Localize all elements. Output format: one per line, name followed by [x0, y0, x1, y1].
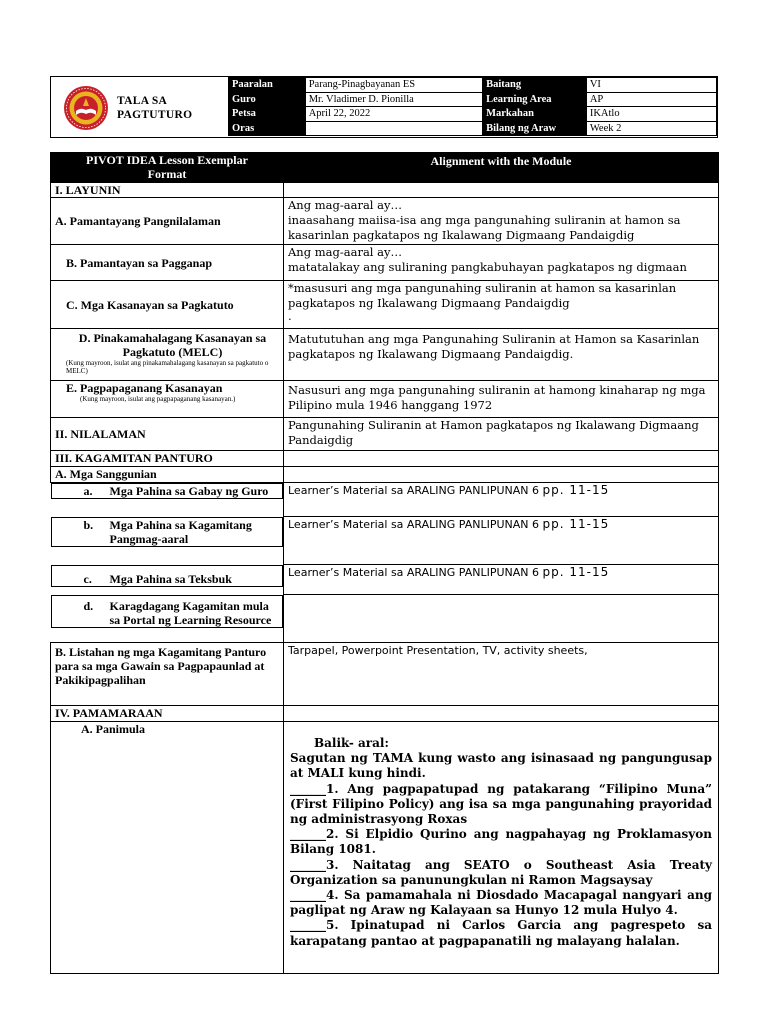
table-row — [51, 595, 719, 643]
section-pamamaraan: IV. PAMAMARAAN — [51, 706, 284, 722]
row-label-d: D. Pinakamahalagang Kasanayan sa Pagkatuto (MELC) (Kung mayroon, isulat ang pinakamahalagang kasanayan sa pagkatuto o MELC) — [51, 329, 284, 381]
row-content-d: Matututuhan ang mga Pangunahing Suliranin at Hamon sa Kasarinlan pagkatapos ng Ikalawang Digmaang Pandaigdig. — [284, 329, 719, 381]
section-kagamitan: III. KAGAMITAN PANTURO — [51, 451, 284, 467]
row-label-c: C. Mga Kasanayan sa Pagkatuto — [51, 281, 284, 329]
table-row — [51, 706, 719, 722]
info-value: Week 2 — [586, 121, 716, 136]
header-alignment: Alignment with the Module — [284, 153, 719, 183]
empty-cell — [284, 595, 719, 643]
table-row — [51, 281, 719, 329]
info-value: April 22, 2022 — [305, 107, 482, 122]
row-label-portal: d. Karagdagang Kagamitan mula sa Portal ng Learning Resource — [51, 595, 284, 628]
section-nilalaman: II. NILALAMAN — [51, 418, 284, 451]
table-header-row — [51, 153, 719, 183]
table-row — [51, 451, 719, 467]
info-row — [229, 78, 717, 93]
section-sanggunian: A. Mga Sanggunian — [51, 467, 284, 483]
quiz-item: ______3. Naitatag ang SEATO o Southeast Asia Treaty Organization sa panunungkulan ni Ramon Magsaysay — [290, 857, 712, 887]
empty-cell — [284, 706, 719, 722]
row-content-a: Ang mag-aaral ay… inaasahang maiisa-isa ang mga pangunahing suliranin at hamon sa kasarinlan pagkatapos ng Ikalawang Digmaang Pandaigdig — [284, 198, 719, 245]
info-value: AP — [586, 92, 716, 107]
info-key: Oras — [229, 121, 306, 136]
info-value: IKAtlo — [586, 107, 716, 122]
row-label-kagamitang: b. Mga Pahina sa Kagamitang Pangmag-aaral — [51, 517, 284, 547]
quiz-item: ______1. Ang pagpapatupad ng patakarang “Filipino Muna” (First Filipino Policy) ang isa sa mga pangunahing prayoridad ng administrasyong Roxas — [290, 781, 712, 827]
quiz-item: ______5. Ipinatupad ni Carlos Garcia ang pagrespeto sa karapatang pantao at pagpapanatili ng malayang halalan. — [290, 918, 712, 948]
table-row — [51, 245, 719, 281]
row-content-c: *masusuri ang mga pangunahing suliranin at hamon sa kasarinlan pagkatapos ng Ikalawang Digmaang Pandaigdig . — [284, 281, 719, 329]
quiz-item: ______2. Si Elpidio Qurino ang nagpahayag ng Proklamasyon Bilang 1081. — [290, 827, 712, 857]
section-layunin: I. LAYUNIN — [51, 183, 284, 198]
info-row — [229, 92, 717, 107]
table-row — [51, 722, 719, 974]
row-content-gabay: Learner’s Material sa ARALING PANLIPUNAN 6 pp. 11-15 — [284, 483, 719, 517]
table-row — [51, 183, 719, 198]
header-format: PIVOT IDEA Lesson Exemplar Format — [51, 153, 284, 183]
row-content-b: Ang mag-aaral ay… matatalakay ang suliraning pangkabuhayan pagkatapos ng digmaan — [284, 245, 719, 281]
row-content-kagamitang: Learner’s Material sa ARALING PANLIPUNAN 6 pp. 11-15 — [284, 517, 719, 565]
row-label-e: E. Pagpapaganang Kasanayan (Kung mayroon, isulat ang pagpapaganang kasanayan.) — [51, 381, 284, 418]
info-value: VI — [586, 78, 716, 93]
empty-cell — [284, 451, 719, 467]
info-key: Guro — [229, 92, 306, 107]
balik-aral-heading: Balik- aral: — [314, 736, 389, 750]
row-content-nilalaman: Pangunahing Suliranin at Hamon pagkatapos ng Ikalawang Digmaang Pandaigdig — [284, 418, 719, 451]
info-row — [229, 121, 717, 136]
page-title: TALA SA PAGTUTURO — [117, 95, 193, 121]
info-value: Mr. Vladimer D. Pionilla — [305, 92, 482, 107]
header-box — [50, 76, 718, 138]
table-row — [51, 565, 719, 595]
quiz-instruction: Sagutan ng TAMA kung wasto ang isinasaad ng pangungusap at MALI kung hindi. — [290, 751, 712, 781]
empty-cell — [284, 183, 719, 198]
info-key: Markahan — [483, 107, 587, 122]
quiz-item: ______4. Sa pamamahala ni Diosdado Macapagal nangyari ang paglipat ng Araw ng Kalayaan sa Hunyo 12 mula Hulyo 4. — [290, 888, 712, 918]
row-label-gabay: a. Mga Pahina sa Gabay ng Guro — [51, 483, 284, 499]
row-content-panimula — [284, 722, 719, 974]
table-row — [51, 643, 719, 706]
row-label-teksbuk: c. Mga Pahina sa Teksbuk — [51, 565, 284, 587]
info-value — [305, 121, 482, 136]
row-label-listahan: B. Listahan ng mga Kagamitang Panturo para sa mga Gawain sa Pagpapaunlad at Pakikipagpalihan — [51, 643, 284, 706]
table-row — [51, 483, 719, 517]
row-label-b: B. Pamantayan sa Pagganap — [51, 245, 284, 281]
deped-seal-icon — [63, 85, 109, 131]
table-row — [51, 329, 719, 381]
info-key: Petsa — [229, 107, 306, 122]
info-key: Learning Area — [483, 92, 587, 107]
info-key: Paaralan — [229, 78, 306, 93]
table-row — [51, 467, 719, 483]
table-row — [51, 418, 719, 451]
row-label-a: A. Pamantayang Pangnilalaman — [51, 198, 284, 245]
table-row — [51, 198, 719, 245]
info-value: Parang-Pinagbayanan ES — [305, 78, 482, 93]
info-key: Bilang ng Araw — [483, 121, 587, 136]
table-row — [51, 381, 719, 418]
info-key: Baitang — [483, 78, 587, 93]
lesson-table — [50, 152, 719, 974]
info-row — [229, 107, 717, 122]
row-content-e: Nasusuri ang mga pangunahing suliranin at hamong kinaharap ng mga Pilipino mula 1946 hanggang 1972 — [284, 381, 719, 418]
table-row — [51, 517, 719, 565]
row-content-listahan: Tarpapel, Powerpoint Presentation, TV, activity sheets, — [284, 643, 719, 706]
row-label-panimula: A. Panimula — [51, 722, 284, 974]
info-table — [228, 77, 717, 136]
empty-cell — [284, 467, 719, 483]
row-content-teksbuk: Learner’s Material sa ARALING PANLIPUNAN 6 pp. 11-15 — [284, 565, 719, 595]
